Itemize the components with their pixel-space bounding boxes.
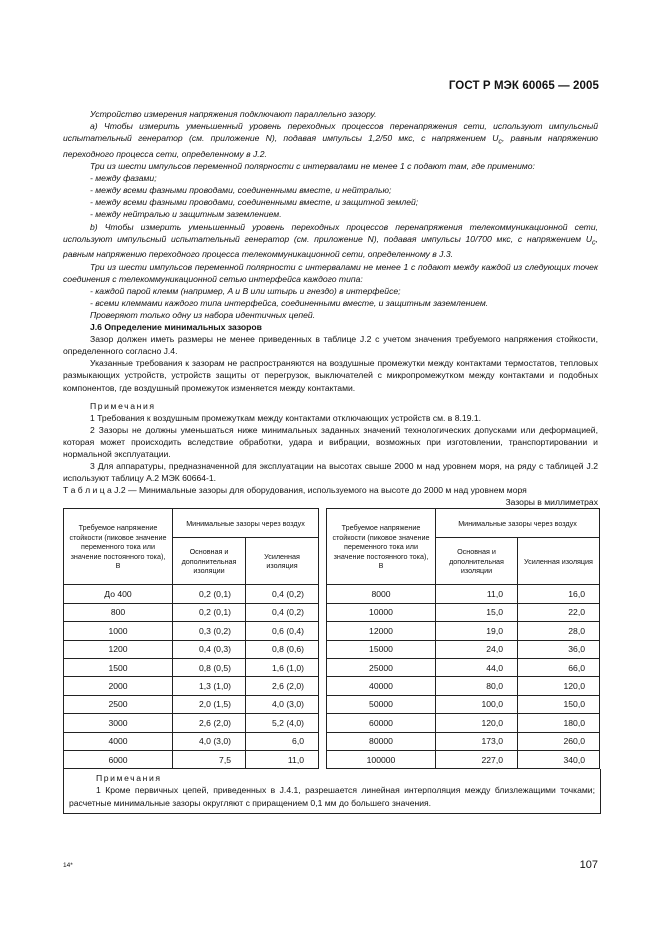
table-row (64, 622, 600, 640)
table-cell: 0,8 (0,6) (246, 640, 319, 658)
table-row (64, 732, 600, 750)
table-cell: 227,0 (436, 750, 518, 768)
table-cell: 2,0 (1,5) (173, 695, 246, 713)
table-cell: 0,6 (0,4) (246, 622, 319, 640)
table-cell: 4,0 (3,0) (173, 732, 246, 750)
table-caption (63, 484, 598, 496)
text-run: , равным напряжению переходного процесса телекоммуникационной сети, определенному в J.3. (63, 233, 598, 260)
paragraph (63, 221, 598, 261)
table-cell: До 400 (64, 585, 173, 603)
note: 3 Для аппаратуры, предназначенной для эксплуатации на высотах свыше 2000 м над уровнем моря, на ряду с таблицей J.2 используют таблицу A.2 МЭК 60664-1. (63, 461, 598, 484)
paragraph: Три из шести импульсов переменной полярности с интервалами не менее 1 с подают между каждой из следующих точек соединения с телекоммуникационной сетью интерфейса каждого типа: (63, 261, 598, 284)
table-cell: 6000 (64, 750, 173, 768)
subscript: с (498, 137, 502, 146)
table-cell: 3000 (64, 714, 173, 732)
table-cell: 28,0 (518, 622, 600, 640)
note: 1 Требования к воздушным промежуткам между контактами отключающих устройств см. в 8.19.1. (90, 412, 482, 423)
text-run: b) Чтобы измерить уменьшенный уровень переходных процессов перенапряжения телекоммуникационной сети, используют импульсный испытательный генератор (см. приложение N), подавая импульсы 10/700 мкс, с напряжением U (63, 221, 598, 244)
table-cell: 44,0 (436, 659, 518, 677)
table-cell: 2,6 (2,0) (246, 677, 319, 695)
paragraph: Указанные требования к зазорам не распространяются на воздушные промежутки между контактами термостатов, тепловых размыкающих устройств, устройств защиты от перегрузок, выключателей с микропромежутком между контактами и подобных компонентов, где воздушный промежуток изменяется между контактами. (63, 358, 598, 393)
column-separator (319, 714, 327, 732)
table-cell: 260,0 (518, 732, 600, 750)
table-cell: 1000 (64, 622, 173, 640)
table-cell: 4,0 (3,0) (246, 695, 319, 713)
paragraph: Проверяют только одну из набора идентичных цепей. (90, 309, 316, 320)
table-cell: 120,0 (436, 714, 518, 732)
header-voltage: Требуемое напряжение стойкости (пиковое значение переменного тока или значение постоянного тока), В (64, 509, 173, 585)
table-cell: 16,0 (518, 585, 600, 603)
section-heading: J.6 Определение минимальных зазоров (90, 322, 262, 333)
table-cell: 80,0 (436, 677, 518, 695)
table-cell: 0,4 (0,2) (246, 585, 319, 603)
table-cell: 11,0 (436, 585, 518, 603)
table-cell: 0,3 (0,2) (173, 622, 246, 640)
table-cell: 25000 (327, 659, 436, 677)
paragraph: Три из шести импульсов переменной полярности с интервалами не менее 1 с подают там, где применимо: (90, 161, 535, 172)
list-item: - между нейтралью и защитным заземлением. (90, 209, 282, 220)
table-cell: 6,0 (246, 732, 319, 750)
header-reinforced: Усиленная изоляция (518, 538, 600, 585)
table-cell: 5,2 (4,0) (246, 714, 319, 732)
list-item: - между всеми фазными проводами, соединенными вместе, и нейтралью; (90, 185, 392, 196)
caption-text: J.2 — Минимальные зазоры для оборудования, используемого на высоте до 2000 м над уровнем моря (111, 485, 527, 496)
table-cell: 0,4 (0,2) (246, 603, 319, 621)
table-cell: 120,0 (518, 677, 600, 695)
column-separator (319, 659, 327, 677)
header-group: Минимальные зазоры через воздух (436, 509, 600, 538)
footer-mark: 14* (63, 862, 73, 869)
table-cell: 22,0 (518, 603, 600, 621)
column-separator (319, 585, 327, 603)
table-row (64, 640, 600, 658)
table-cell: 0,8 (0,5) (173, 659, 246, 677)
column-separator (319, 509, 327, 585)
table-cell: 340,0 (518, 750, 600, 768)
table-cell: 60000 (327, 714, 436, 732)
column-separator (319, 732, 327, 750)
table-cell: 19,0 (436, 622, 518, 640)
header-group: Минимальные зазоры через воздух (173, 509, 319, 538)
table-cell: 11,0 (246, 750, 319, 768)
notes-title: Примечания (96, 773, 162, 784)
table-cell: 80000 (327, 732, 436, 750)
table-cell: 36,0 (518, 640, 600, 658)
list-item: - между всеми фазными проводами, соединенными вместе, и защитной землей; (90, 197, 419, 208)
table-cell: 10000 (327, 603, 436, 621)
table-units: Зазоры в миллиметрах (505, 497, 598, 508)
column-separator (319, 640, 327, 658)
notes-title: Примечания (90, 400, 156, 411)
table-cell: 1,6 (1,0) (246, 659, 319, 677)
table-cell: 2,6 (2,0) (173, 714, 246, 732)
table-cell: 173,0 (436, 732, 518, 750)
paragraph: Устройство измерения напряжения подключают параллельно зазору. (90, 109, 377, 119)
table-cell: 100000 (327, 750, 436, 768)
note: 1 Кроме первичных цепей, приведенных в J.4.1, разрешается линейная интерполяция между близлежащими точками; расчетные минимальные зазоры округляют с приращением 0,1 мм до большего значения. (69, 785, 595, 808)
table-body (64, 585, 600, 769)
paragraph (63, 120, 598, 160)
table-row (64, 585, 600, 603)
table-cell: 15,0 (436, 603, 518, 621)
table-cell: 4000 (64, 732, 173, 750)
table-cell: 0,2 (0,1) (173, 603, 246, 621)
header-basic: Основная и дополнительная изоляции (436, 538, 518, 585)
table-cell: 24,0 (436, 640, 518, 658)
table-cell: 2500 (64, 695, 173, 713)
list-item: - всеми клеммами каждого типа интерфейса, соединенными вместе, и защитным заземлением. (90, 297, 489, 308)
table-cell: 180,0 (518, 714, 600, 732)
standard-header: ГОСТ Р МЭК 60065 — 2005 (448, 80, 599, 92)
text-run: , равным напряжению переходного процесса сети, определенному в J.2. (63, 133, 598, 159)
header-reinforced: Усиленная изоляция (246, 538, 319, 585)
paragraph: Зазор должен иметь размеры не менее приведенных в таблице J.2 с учетом значения требуемого напряжения стойкости, определенного согласно J.4. (63, 334, 598, 357)
table-cell: 7,5 (173, 750, 246, 768)
page-number: 107 (579, 859, 598, 871)
table-row (64, 603, 600, 621)
column-separator (319, 622, 327, 640)
list-item: - каждой парой клемм (например, A и B или штырь и гнездо) в интерфейсе; (90, 285, 401, 296)
table-cell: 0,4 (0,3) (173, 640, 246, 658)
table-cell: 12000 (327, 622, 436, 640)
table-cell: 15000 (327, 640, 436, 658)
table-row (64, 695, 600, 713)
table-cell: 1,3 (1,0) (173, 677, 246, 695)
table-cell: 1500 (64, 659, 173, 677)
subscript: с (592, 238, 596, 247)
table-cell: 0,2 (0,1) (173, 585, 246, 603)
table-cell: 150,0 (518, 695, 600, 713)
table-notes (63, 769, 601, 813)
table-cell: 1200 (64, 640, 173, 658)
table-row (64, 659, 600, 677)
column-separator (319, 695, 327, 713)
table-cell: 2000 (64, 677, 173, 695)
clearance-table (63, 508, 600, 769)
body-text (63, 108, 598, 814)
table-cell: 66,0 (518, 659, 600, 677)
header-voltage: Требуемое напряжение стойкости (пиковое значение переменного тока или значение постоянного тока), В (327, 509, 436, 585)
header-basic: Основная и дополнительная изоляции (173, 538, 246, 585)
column-separator (319, 603, 327, 621)
column-separator (319, 677, 327, 695)
table-row (64, 714, 600, 732)
table-cell: 100,0 (436, 695, 518, 713)
table-cell: 8000 (327, 585, 436, 603)
table-row (64, 677, 600, 695)
table-cell: 50000 (327, 695, 436, 713)
table-cell: 40000 (327, 677, 436, 695)
text-run: а) Чтобы измерить уменьшенный уровень переходных процессов перенапряжения сети, используют импульсный испытательный генератор (см. приложение N), подавая импульсы 1,2/50 мкс, с напряжением U (63, 121, 598, 144)
list-item: - между фазами; (90, 173, 157, 184)
note: 2 Зазоры не должны уменьшаться ниже минимальных заданных значений технологических допусками или деформацией, которая может происходить вследствие обработки, удара и вибрации, возможных при изготовлении, транспортировании и нормальной эксплуатации. (63, 424, 598, 459)
column-separator (319, 750, 327, 768)
table-cell: 800 (64, 603, 173, 621)
table-row (64, 750, 600, 768)
caption-prefix: Т а б л и ц а (63, 485, 112, 496)
